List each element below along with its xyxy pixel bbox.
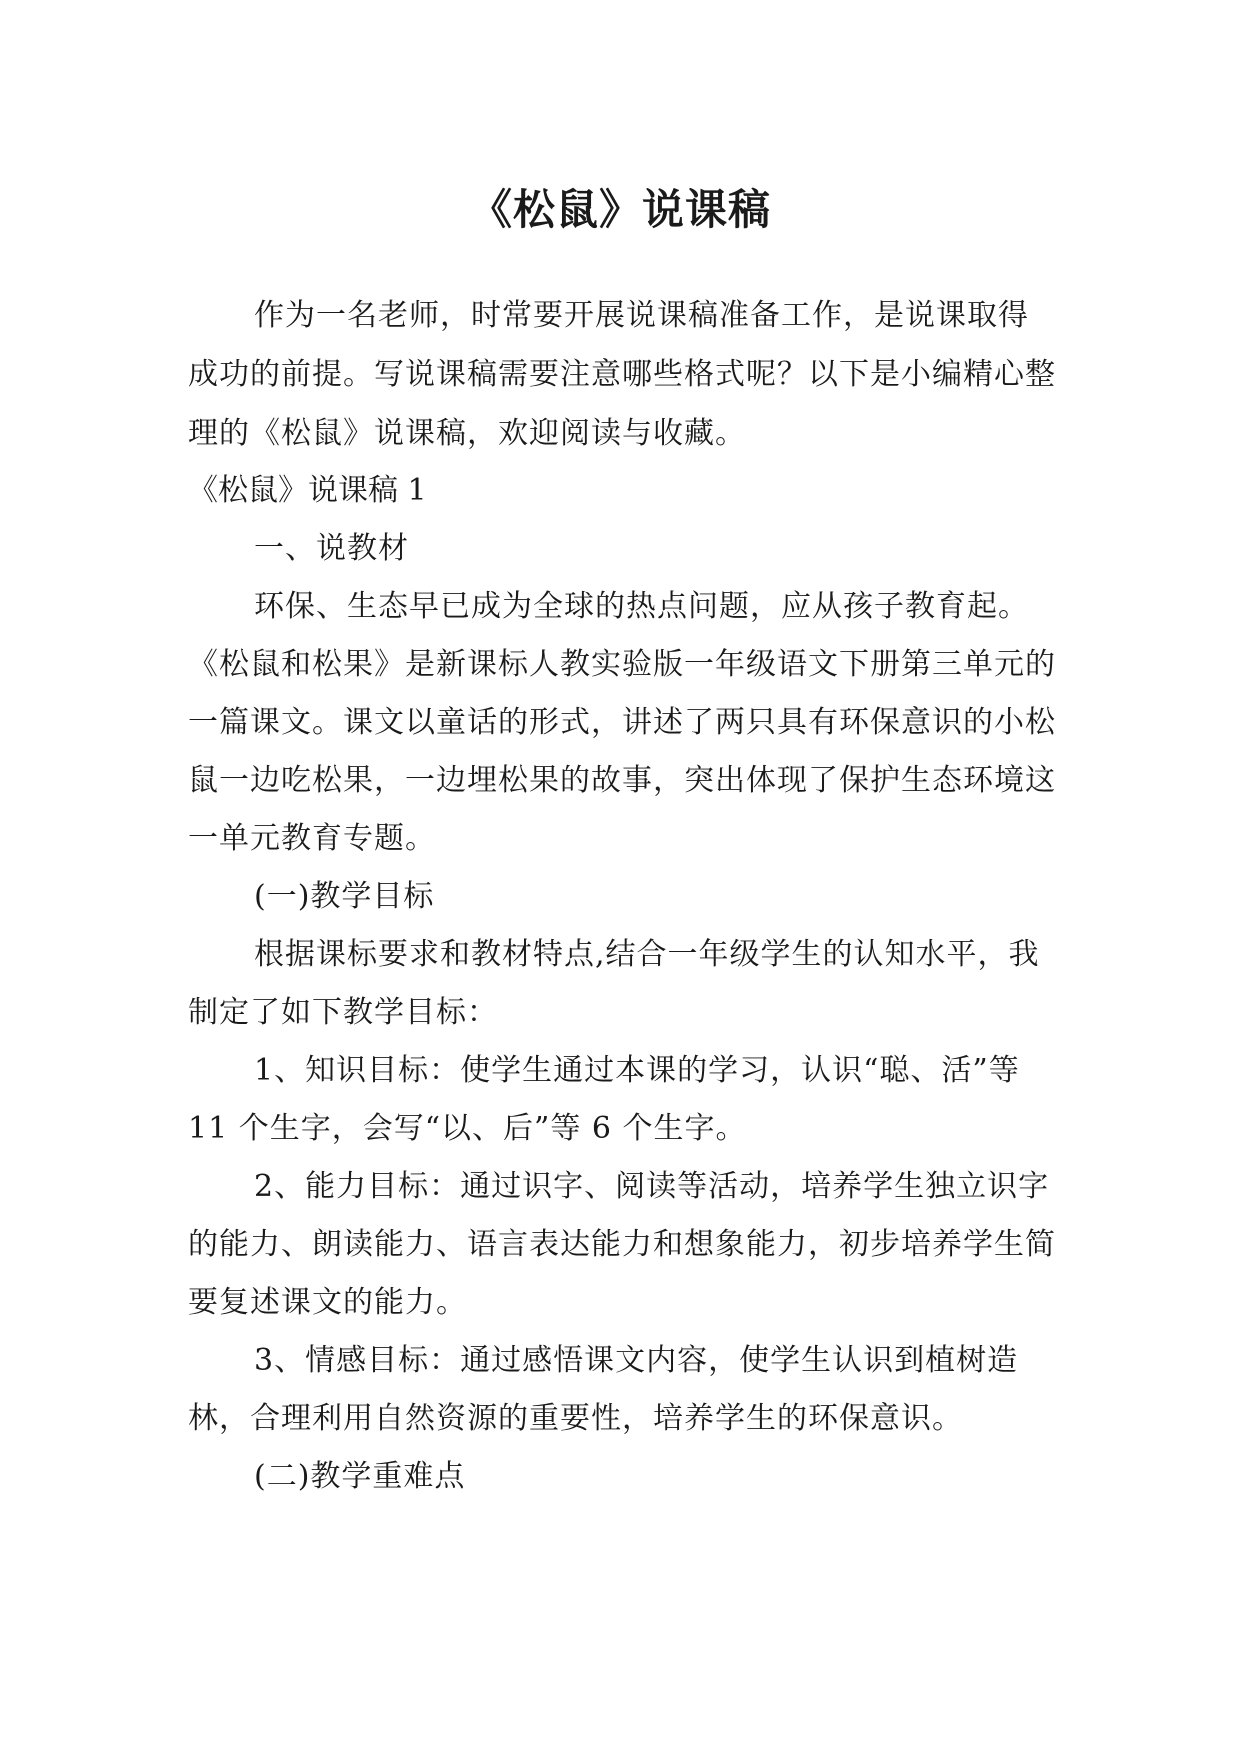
goal-knowledge: 1、知识目标：使学生通过本课的学习，认识“聪、活”等 11 个生字，会写“以、后”等 6 个生字。 xyxy=(188,1053,1020,1146)
heading-textbook: 一、说教材 xyxy=(254,531,409,566)
paragraph-textbook: 环保、生态早已成为全球的热点问题，应从孩子教育起。《松鼠和松果》是新课标人教实验版一年级语文下册第三单元的一篇课文。课文以童话的形式，讲述了两只具有环保意识的小松鼠一边吃松果，一边埋松果的故事，突出体现了保护生态环境这一单元教育专题。 xyxy=(188,589,1056,856)
goal-emotion: 3、情感目标：通过感悟课文内容，使学生认识到植树造林，合理利用自然资源的重要性，培养学生的环保意识。 xyxy=(188,1343,1019,1436)
section-title: 《松鼠》说课稿 1 xyxy=(188,473,427,508)
page-title: 《松鼠》说课稿 xyxy=(469,185,771,235)
goal-ability: 2、能力目标：通过识字、阅读等活动，培养学生独立识字的能力、朗读能力、语言表达能力和想象能力，初步培养学生简要复述课文的能力。 xyxy=(188,1169,1056,1320)
heading-teaching-goals: (一)教学目标 xyxy=(254,879,435,914)
paragraph-goals-intro: 根据课标要求和教材特点,结合一年级学生的认知水平，我制定了如下教学目标： xyxy=(188,937,1040,1030)
heading-key-points: (二)教学重难点 xyxy=(254,1459,466,1494)
intro-paragraph: 作为一名老师，时常要开展说课稿准备工作，是说课取得成功的前提。写说课稿需要注意哪些格式呢？以下是小编精心整理的《松鼠》说课稿，欢迎阅读与收藏。 xyxy=(188,298,1056,451)
section-1 xyxy=(188,462,1058,1506)
